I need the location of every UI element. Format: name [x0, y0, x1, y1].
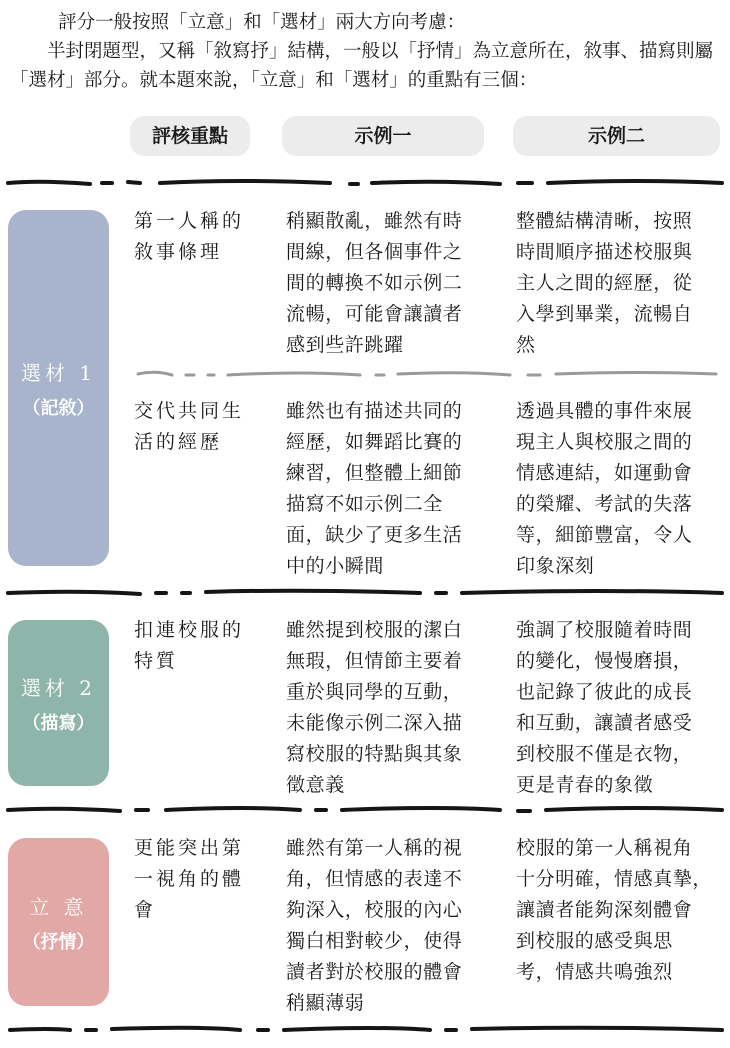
row-1-example-1: 稍顯散亂，雖然有時 間線，但各個事件之 間的轉換不如示例二 流暢，可能會讓讀者 感到些許跳躍: [286, 210, 463, 356]
row-2-criteria: 交代共同生 活的經歷: [134, 400, 245, 453]
row-1-criteria: 第一人稱的 敘事條理: [134, 210, 245, 263]
divider-top: [8, 181, 722, 184]
tag-material-1: [8, 210, 109, 566]
row-3-example-2: 強調了校服隨着時間 的變化，慢慢磨損， 也記錄了彼此的成長 和互動，讓讀者感受 到校服不僅是衣物， 更是青春的象徵: [516, 619, 693, 796]
row-3-example-1: 雖然提到校服的潔白 無瑕，但情節主要着 重於與同學的互動， 未能像示例二深入描 寫校服的特點與其象 徵意義: [286, 619, 463, 796]
divider-sub-1: [138, 372, 716, 375]
row-4-example-1: 雖然有第一人稱的視 角，但情感的表達不 夠深入，校服的內心 獨白相對較少，使得 讀者對於校服的體會 稍顯薄弱: [286, 837, 463, 1014]
row-3-criteria: 扣連校服的 特質: [134, 619, 245, 672]
row-4-criteria: 更能突出第 一視角的體 會: [134, 837, 245, 921]
tag-material-1-title: 選材 1: [20, 360, 97, 385]
intro-line-1: 評分一般按照「立意」和「選材」兩大方向考慮：: [58, 12, 466, 33]
tag-material-1-sub: （記敘）: [22, 397, 95, 419]
intro-line-2: 半封閉題型，又稱「敘寫抒」結構，一般以「抒情」為立意所在，敘事、描寫則屬「選材」部分。就本題來說，「立意」和「選材」的重點有三個：: [10, 41, 714, 91]
row-2-example-2: 透過具體的事件來展 現主人與校服之間的 情感連結，如運動會 的榮耀、考試的失落 等，細節豐富，令人 印象深刻: [516, 400, 693, 577]
tag-theme-sub: （抒情）: [22, 931, 95, 953]
tag-theme: [8, 838, 109, 1006]
tag-material-2-sub: （描寫）: [22, 712, 95, 734]
tag-material-2: [8, 620, 109, 786]
tag-material-2-title: 選材 2: [20, 675, 97, 700]
row-2-example-1: 雖然也有描述共同的 經歷，如舞蹈比賽的 練習，但整體上細節 描寫不如示例二全 面，缺少了更多生活 中的小瞬間: [286, 400, 463, 577]
divider-group-2: [8, 808, 722, 811]
divider-bottom: [10, 1028, 722, 1030]
row-1-example-2: 整體結構清晰，按照 時間順序描述校服與 主人之間的經歷，從 入學到畢業，流暢自 然: [516, 210, 693, 356]
header-example-2: 示例二: [513, 116, 720, 156]
header-criteria: 評核重點: [130, 116, 250, 156]
row-4-example-2: 校服的第一人稱視角 十分明確，情感真摯， 讓讀者能夠深刻體會 到校服的感受與思 考，情感共鳴強烈: [516, 837, 713, 983]
header-example-1: 示例一: [282, 116, 484, 156]
tag-theme-title: 立 意: [29, 894, 88, 919]
divider-group-1: [8, 591, 722, 594]
